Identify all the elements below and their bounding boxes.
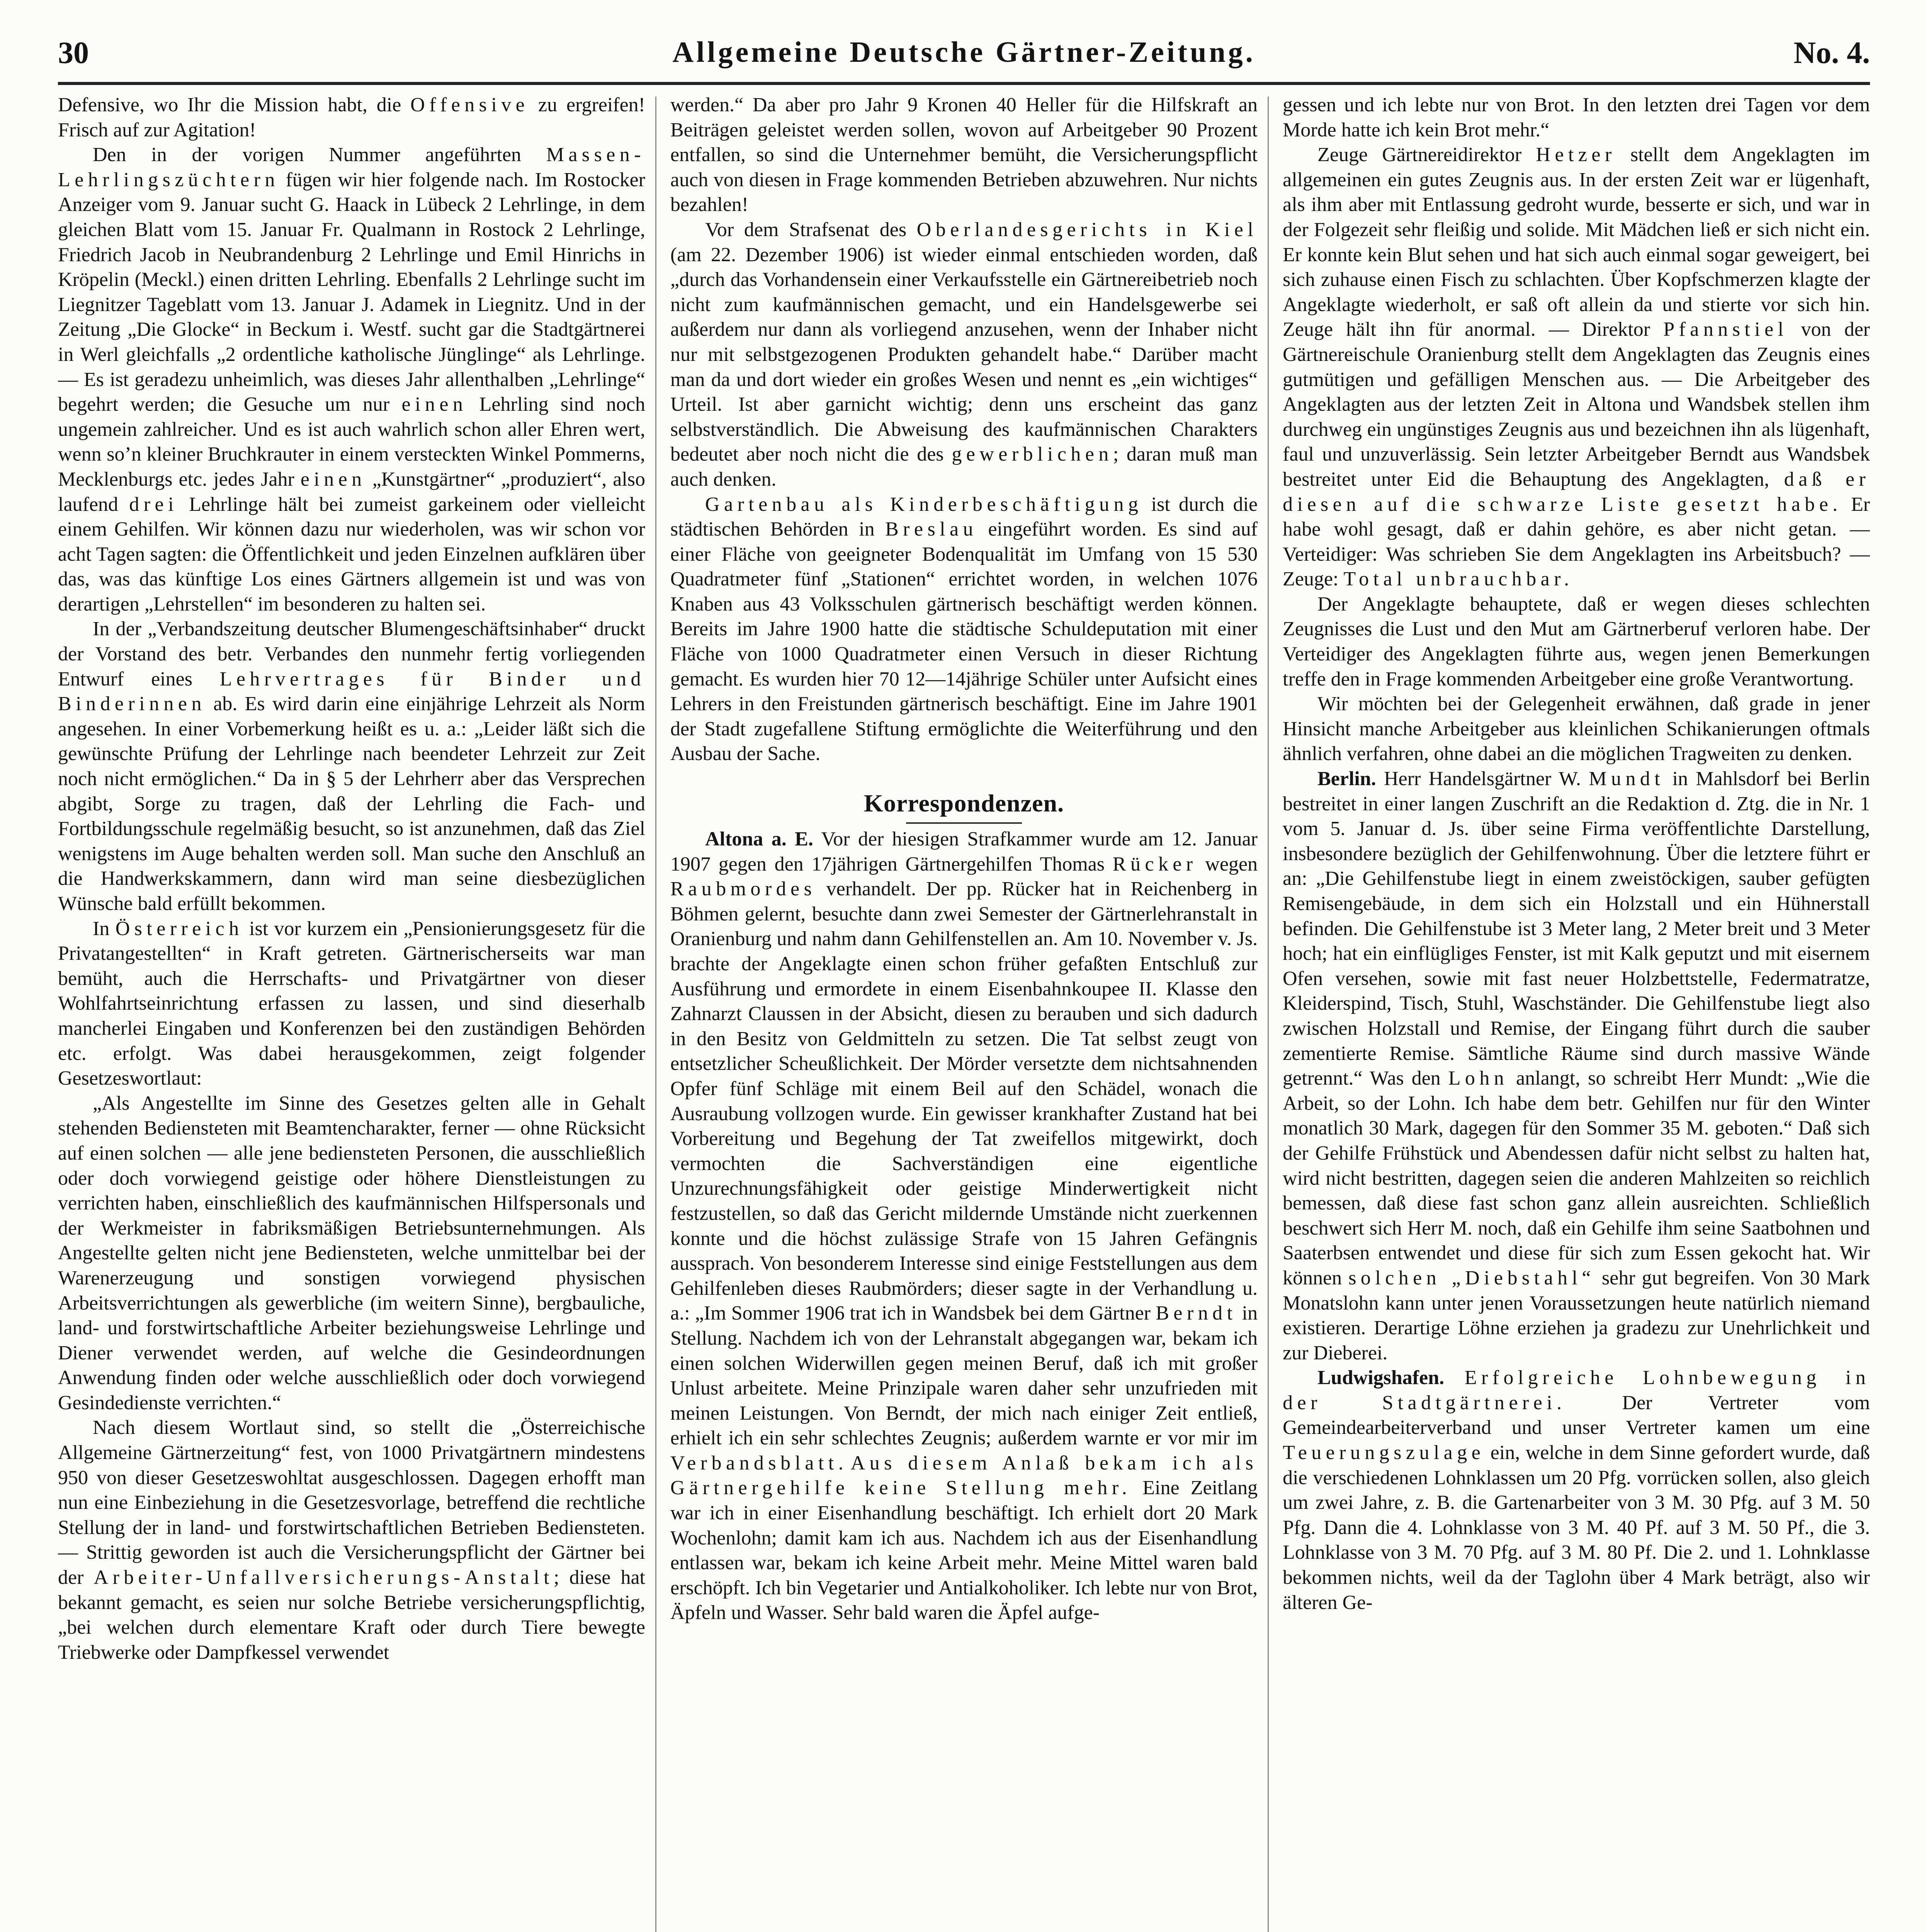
article-paragraph [58,917,645,1091]
article-paragraph [1283,592,1870,692]
text-run: verhandelt. Der pp. Rücker hat in Reichenberg in Böhmen gelernt, besuchte dann zwei Semester der Gärtnerlehranstalt in Oranienburg und nahm dann Gehilfenstellen an. Am 10. November v. Js. brachte der Angeklagte einen schon früher gefaßten Entschluß zur Ausführung und ermordete in einem Eisenbahnkoupee II. Klasse den Zahnarzt Claussen in der Absicht, diesen zu berauben und sich dadurch in den Besitz von Geldmitteln zu setzen. Die Tat selbst zeugt von entsetzlicher Scheußlichkeit. Der Mörder versetzte dem nichtsahnenden Opfer fünf Schläge mit einem Beil auf den Schädel, wonach die Ausraubung vollzogen wurde. Ein gewisser krankhafter Zustand hat bei Vorbereitung und Begehung der Tat zweifellos mitgewirkt, doch vermochten die Sachverständigen eine eigentliche Unzurechnungsfähigkeit oder geistige Minderwertigkeit nicht festzustellen, so daß das Gericht mildernde Umstände nicht zuerkennen konnte und die höchst zulässige Strafe von 15 Jahren Gefängnis aussprach. Von besonderem Interesse sind einige Feststellungen aus dem Gehilfenleben dieses Raubmörders; dieser sagte in der Verhandlung u. a.: „Im Sommer 1906 trat ich in Wandsbek bei dem Gärtner [670,878,1258,1325]
place-name: Altona a. E. [705,828,813,850]
spaced-emphasis: gewerblichen [952,443,1113,466]
spaced-emphasis: daß er diesen auf die schwarze Liste gesetzt habe. [1283,468,1870,515]
spaced-emphasis: Lehrvertrages für Binder und Binderinnen [58,668,645,715]
spaced-emphasis: Mundt [1589,768,1665,790]
text-run [1444,1367,1465,1389]
spaced-emphasis: Total unbrauchbar. [1343,568,1574,590]
text-run: eingeführt worden. Es sind auf einer Fläche von geeigneter Bodenqualität im Umfang von 15 530 Quadratmeter fünf „Stationen“ errichtet worden, in welchen 1076 Knaben aus 43 Volksschulen gärtnerisch beschäftigt werden können. Bereits im Jahre 1900 hatte die städtische Schuldeputation mit einer Fläche von 1000 Quadratmeter einen Versuch in dieser Richtung gemacht. Es wurden hier 70 12—14jährige Schüler unter Aufsicht eines Lehrers in den Freistunden gärtnerisch beschäftigt. Eine im Jahre 1901 der Stadt zugefallene Stiftung ermöglichte die Weiterführung und den Ausbau der Sache. [670,518,1258,765]
text-run: Vor der hiesigen Strafkammer wurde am 12. Januar 1907 gegen den 17jährigen Gärtnergehilfen Thomas [670,828,1258,875]
article-paragraph [58,1091,645,1416]
article-paragraph [58,93,645,143]
spaced-emphasis: einen [300,468,366,490]
text-column-2 [670,93,1258,1932]
text-run: „Als Angestellte im Sinne des Gesetzes gelten alle in Gehalt stehenden Bediensteten mit Beamtencharakter, ferner — ohne Rücksicht auf einen solchen — alle jene bediensteten Personen, die ausschließlich oder doch vorwiegend geistige oder höhere Dienstleistungen zu verrichten haben, einschließlich des kaufmännischen Hilfspersonals und der Werkmeister in fabriksmäßigen Betriebsunternehmungen. Als Angestellte gelten nicht jene Bediensteten, welche unmittelbar bei der Warenerzeugung und sonstigen vorwiegend physischen Arbeitsverrichtungen als gewerbliche (im weitern Sinne), bergbauliche, land- und forstwirtschaftliche Arbeiter beziehungsweise Lehrlinge und Diener verwendet werden, auf welche die Gesindeordnungen Anwendung finden oder welche ausschließlich oder doch vorwiegend Gesindedienste verrichten.“ [58,1092,645,1414]
text-run: gessen und ich lebte nur von Brot. In den letzten drei Tagen vor dem Morde hatte ich kein Brot mehr.“ [1283,94,1870,141]
spaced-emphasis: Offensive [410,94,529,116]
article-paragraph [670,827,1258,1626]
spaced-emphasis: Gartenbau als Kinderbeschäftigung [705,493,1143,515]
issue-number: No. 4. [1793,36,1870,70]
spaced-emphasis: Arbeiter-Unfallversicherungs-Anstalt [93,1566,554,1589]
spaced-emphasis: drei [129,493,178,515]
place-name: Berlin. [1317,768,1376,790]
article-paragraph [670,218,1258,492]
text-run: fügen wir hier folgende nach. Im Rostocker Anzeiger vom 9. Januar sucht G. Haack in Lübeck 2 Lehrlinge, in dem gleichen Blatt vom 15. Januar Fr. Qualmann in Rostock 2 Lehrlinge, Friedrich Jacob in Neubrandenburg 2 Lehrlinge und Emil Hinrichs in Kröpelin (Meckl.) einen dritten Lehrling. Ebenfalls 2 Lehrlinge sucht im Liegnitzer Tageblatt vom 13. Januar J. Adamek in Liegnitz. Und in der Zeitung „Die Glocke“ in Beckum i. Westf. sucht gar die Stadtgärtnerei in Werl gleichfalls „2 ordentliche katholische Jünglinge“ als Lehrlinge. — Es ist geradezu unheimlich, was dieses Jahr allenthalben „Lehrlinge“ begehrt werden; die Gesuche um nur [58,168,645,416]
text-run: sehr gut begreifen. Von 30 Mark Monatslohn kann unter jenen Voraussetzungen heute natürlich niemand existieren. Derartige Löhne erziehen ja gradezu zur Unehrlichkeit und zur Dieberei. [1283,1267,1870,1364]
header-rule [58,82,1870,85]
spaced-emphasis: einen [401,393,467,416]
spaced-emphasis: Pfannstiel [1663,318,1788,341]
spaced-emphasis: Aus diesem Anlaß bekam ich als Gärtnergehilfe keine Stellung mehr. [670,1452,1258,1499]
text-run: Eine Zeitlang war ich in einer Eisenhandlung beschäftigt. Ich erhielt dort 20 Mark Wochenlohn; damit kam ich aus. Nachdem ich aus der Eisenhandlung entlassen war, bekam ich keine Arbeit mehr. Meine Mittel waren bald erschöpft. Ich bin Vegetarier und Antialkoholiker. Ich lebte nur von Brot, Äpfeln und Wasser. Sehr bald waren die Äpfel aufge- [670,1477,1258,1624]
spaced-emphasis: Rücker [1112,853,1197,875]
text-run: in Mahlsdorf bei Berlin bestreitet in einer langen Zuschrift an die Redaktion d. Ztg. die in Nr. 1 vom 5. Januar d. Js. über seine Firma veröffentlichte Darstellung, insbesondere bezüglich der Gehilfenwohnung. Über die letztere führt er an: „Die Gehilfenstube liegt in einem zweistöckigen, sauber gefügten Remisengebäude, in dem sich ein Holzstall und ein Hühnerstall befinden. Die Gehilfenstube ist 3 Meter lang, 2 Meter breit und 3 Meter hoch; hat ein einflügliges Fenster, ist mit Kalk geputzt und mit eisernem Ofen versehen, sowie mit fast neuer Holzbettstelle, Federmatratze, Kleiderspind, Tisch, Stuhl, Waschständer. Die Gehilfenstube liegt also zwischen Holzstall und Remise, der Eingang führt durch die sauber zementierte Remise. Sämtliche Räume sind durch massive Wände getrennt.“ Was den [1283,768,1870,1090]
spaced-emphasis: Österreich [115,917,243,940]
text-run: Wir möchten bei der Gelegenheit erwähnen, daß grade in jener Hinsicht manche Arbeitgeber aus kleinlichen Schikanierungen oftmals ähnlich verfahren, ohne dabei an die möglichen Tragweiten zu denken. [1283,693,1870,765]
column-divider-2 [1268,97,1269,1932]
text-column-1 [58,93,645,1932]
spaced-emphasis: Teuerungszulage [1283,1442,1485,1464]
text-run: ist durch die städtischen Behörden in [670,493,1258,541]
article-paragraph [1283,692,1870,767]
text-run: stellt dem Angeklagten im allgemeinen ein gutes Zeugnis aus. In der ersten Zeit war er lügenhaft, als ihm aber mit Entlassung gedroht wurde, besserte er sich, und war in der Folgezeit sehr fleißig und solide. Mit Mädchen ließ er sich nicht ein. Er konnte kein Blut sehen und hat sich auch einmal sogar geweigert, bei sich zuhause einen Fisch zu schlachten. Über Kopfschmerzen klagte der Angeklagte wiederholt, er saß oft allein da und stierte vor sich hin. Zeuge hält ihn für anormal. — Direktor [1283,144,1870,341]
text-column-3 [1283,93,1870,1932]
article-paragraph [58,617,645,916]
newspaper-title: Allgemeine Deutsche Gärtner-Zeitung. [672,36,1256,68]
spaced-emphasis: solchen „Diebstahl“ [1348,1267,1595,1289]
text-run: von der Gärtnereischule Oranienburg stellt dem Angeklagten das Zeugnis eines gutmütigen und gefälligen Menschen aus. — Die Arbeitgeber des Angeklagten aus der letzten Zeit in Altona und Wandsbek stellen ihm durchweg ein ungünstiges Zeugnis aus und bezeichnen ihn als lügenhaft, faul und unzuverlässig. Sein letzter Arbeitgeber Berndt aus Wandsbek bestreitet unter Eid die Behauptung des Angeklagten, [1283,318,1870,490]
column-divider-1 [655,97,656,1932]
text-run: Zeuge Gärtnereidirektor [1317,144,1536,166]
text-run: Den in der vorigen Nummer angeführten [93,144,546,166]
text-run: ab. Es wird darin eine einjährige Lehrzeit als Norm angesehen. In einer Vorbemerkung heißt es u. a.: „Leider läßt sich die gewünschte Prüfung der Lehrlinge nach beendeter Lehrzeit zur Zeit noch nicht ermöglichen.“ Da in § 5 der Lehrherr aber das Versprechen abgibt, Sorge zu tragen, daß der Lehrling die Fach- und Fortbildungsschule regelmäßig besucht, so ist anzunehmen, daß das Ziel wenigstens im Auge behalten werden soll. Man suche den Anschluß an die Handwerkskammern, dann wird man seine diesbezüglichen Wünsche bald erfüllt bekommen. [58,693,645,915]
spaced-emphasis: Lohn [1448,1067,1509,1090]
article-paragraph [1283,767,1870,1366]
text-run: Lehrlinge hält bei zumeist garkeinem oder vielleicht einem Gehilfen. Wir können dazu nur wiederholen, was wir schon vor acht Tagen sagten: die Öffentlichkeit und jeden Einzelnen aufklären über das, was das künftige Los eines Gärtners allgemein ist und was von derartigen „Lehrstellen“ im besonderen zu halten sei. [58,493,645,615]
text-run: ein, welche in dem Sinne gefordert wurde, daß die verschiedenen Lohnklassen um 20 Pfg. vorrücken sollen, also gleich um zwei Jahre, z. B. die Gartenarbeiter von 3 M. 30 Pfg. auf 3 M. 50 Pfg. Dann die 4. Lohnklasse von 3 M. 40 Pf. auf 3 M. 50 Pf., die 3. Lohnklasse von 3 M. 70 Pfg. auf 3 M. 80 Pf. Die 2. und 1. Lohnklasse bekommen nichts, weil da der Taglohn über 4 Mark beträgt, also wir älteren Ge- [1283,1442,1870,1614]
text-run: ist vor kurzem ein „Pensionierungsgesetz für die Privatangestellten“ in Kraft getreten. Gärtnerischerseits war man bemüht, auch die Herrschafts- und Privatgärtner von dieser Wohlfahrtseinrichtung erfassen zu lassen, und sind dieserhalb mancherlei Eingaben und Konferenzen bei den zuständigen Behörden etc. erfolgt. Was dabei herausgekommen, zeigt folgender Gesetzeswortlaut: [58,917,645,1090]
text-run: ; daran muß man auch denken. [670,443,1258,490]
text-run: . [838,1452,851,1474]
text-run: (am 22. Dezember 1906) ist wieder einmal entschieden worden, daß „durch das Vorhandensein einer Verkaufsstelle ein Gärtnereibetrieb noch nicht zum kaufmännischen gemacht, und ein Handelsgewerbe sei außerdem nur dann als vorliegend anzusehen, wenn der Inhaber nicht nur mit selbstgezogenen Produkten gehandelt habe.“ Darüber macht man da und dort wieder ein großes Wesen und nennt es „ein wichtiges“ Urteil. Ist aber garnicht wichtig; denn uns erscheint das ganz selbstverständlich. Die Abweisung des kaufmännischen Charakters bedeutet aber noch nicht die des [670,243,1258,466]
text-run: Der Angeklagte behauptete, daß er wegen dieses schlechten Zeugnisses die Lust und den Mut am Gärtnerberuf verloren habe. Der Verteidiger des Angeklagten führte aus, wegen jenen Bemerkungen treffe den in Frage kommenden Arbeitgeber eine große Verantwortung. [1283,593,1870,690]
text-run: Defensive, wo Ihr die Mission habt, die [58,94,411,116]
text-run: In [93,917,116,940]
page-number: 30 [58,36,89,70]
article-paragraph [670,492,1258,767]
article-paragraph [1283,93,1870,143]
article-paragraph [58,143,645,617]
text-run: Nach diesem Wortlaut sind, so stellt die „Österreichische Allgemeine Gärtnerzeitung“ fest, von 1000 Privatgärtnern mindestens 950 von dieser Gesetzeswohltat ausgeschlossen. Dagegen erhofft man nun eine Einbeziehung in die Gesetzesvorlage, betreffend die rechtliche Stellung der in land- und forstwirtschaftlichen Betrieben Bediensteten. — Strittig geworden ist auch die Versicherungspflicht der Gärtner bei der [58,1417,645,1589]
spaced-emphasis: Oberlandesgerichts in Kiel [916,218,1258,241]
text-run: Lehrling sind noch ungemein zahlreicher. Und es ist auch wahrlich schon aller Ehren wert, wenn so’n kleiner Bruchkrauter in einem versteckten Winkel Pommerns, Mecklenburgs etc. jedes Jahr [58,393,645,490]
text-run: wegen [1197,853,1258,875]
article-paragraph [58,1415,645,1665]
spaced-emphasis: Breslau [885,518,977,541]
spaced-emphasis: Hetzer [1536,144,1616,166]
place-name: Ludwigshafen. [1317,1367,1444,1389]
text-run: In der „Verbandszeitung deutscher Blumengeschäftsinhaber“ druckt der Vorstand des betr. Verbandes den nunmehr fertig vorliegenden Entwurf eines [58,618,645,690]
article-paragraph [1283,143,1870,592]
text-run: ; diese hat bekannt gemacht, es seien nur solche Betriebe versicherungspflichtig, „bei welchen durch elementare Kraft oder durch Tiere bewegte Triebwerke oder Dampfkessel verwendet [58,1566,645,1663]
text-run: anlangt, so schreibt Herr Mundt: „Wie die Arbeit, so der Lohn. Ich habe dem betr. Gehilfen nur für den Winter monatlich 30 Mark, dagegen für den Sommer 35 M. geboten.“ Daß sich der Gehilfe Frühstück und Abendessen dafür nicht selbst zu halten hat, wird nicht bestritten, dagegen seien die anderen Mahlzeiten so reichlich bemessen, daß diese fast schon ganz allein ausreichten. Schließlich beschwert sich Herr M. noch, daß ein Gehilfe ihm seine Saatbohnen und Saaterbsen entwendet und diese für sich zum Essen gekocht hat. Wir können [1283,1067,1870,1289]
text-run: Vor dem Strafsenat des [705,218,917,241]
text-run: Der Vertreter vom Gemeindearbeiterverband und unser Vertreter kamen um eine [1283,1391,1870,1439]
spaced-emphasis: Verbandsblatt [670,1452,838,1474]
spaced-emphasis: Raubmordes [670,878,816,900]
article-paragraph [670,93,1258,218]
text-run: „Kunstgärtner“ „produziert“, also laufend [58,468,645,515]
article-paragraph [1283,1366,1870,1615]
section-rule [906,822,1022,824]
page-header [58,36,1870,82]
spaced-emphasis: Massen-Lehrlingszüchtern [58,144,645,191]
text-run: Er habe wohl gesagt, daß er dahin gehöre, es aber nicht getan. — Verteidiger: Was schrieben Sie dem Angeklagten ins Arbeitsbuch? — Zeuge: [1283,493,1870,590]
text-run: in Stellung. Nachdem ich von der Lehranstalt abgegangen war, bekam ich einen solchen Widerwillen gegen meinen Beruf, daß ich mit großer Unlust arbeitete. Meine Prinzipale waren daher sehr unzufrieden mit meinen Leistungen. Von Berndt, der mich nach einiger Zeit entließ, erhielt ich ein sehr schlechtes Zeugnis; außerdem warnte er vor mir im [670,1302,1258,1449]
text-run: Herr Handelsgärtner W. [1376,768,1589,790]
text-run: werden.“ Da aber pro Jahr 9 Kronen 40 Heller für die Hilfskraft an Beiträgen geleistet werden sollen, wovon auf Arbeitgeber 90 Prozent entfallen, so sind die Unternehmer bemüht, die Versicherungspflicht auch von diesen in Frage kommenden Betrieben abzuwehren. Nur nichts bezahlen! [670,94,1258,216]
spaced-emphasis: Erfolgreiche Lohnbewegung in der Stadtgärtnerei. [1283,1367,1870,1414]
section-heading: Korrespondenzen. [864,789,1064,817]
text-run: zu ergreifen! Frisch auf zur Agitation! [58,94,645,141]
spaced-emphasis: Berndt [1156,1302,1237,1325]
